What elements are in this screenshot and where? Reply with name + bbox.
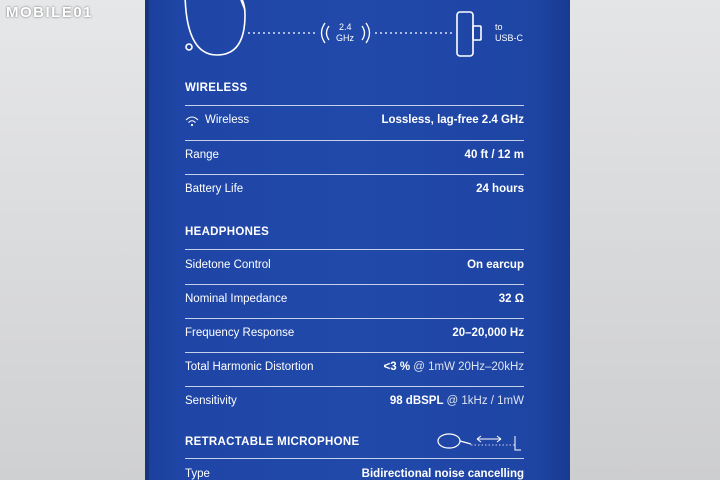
watermark-text: MOBILE01 — [6, 4, 94, 21]
spec-value: 32 Ω — [498, 293, 524, 305]
spec-value: Lossless, lag-free 2.4 GHz — [381, 114, 524, 126]
spec-row-thd — [185, 353, 524, 387]
spec-label: Nominal Impedance — [185, 293, 288, 305]
section-title-microphone: RETRACTABLE MICROPHONE — [185, 436, 360, 448]
spec-label: Wireless — [205, 114, 250, 126]
frequency-unit-label: GHz — [336, 33, 354, 43]
divider — [185, 458, 524, 459]
spec-label: Total Harmonic Distortion — [185, 361, 314, 373]
usb-dongle-icon — [457, 12, 481, 56]
spec-value: On earcup — [467, 259, 524, 271]
spec-value-main: 98 dBSPL — [389, 395, 444, 407]
spec-label: Range — [185, 149, 219, 161]
divider — [185, 249, 524, 250]
spec-row-frequency — [185, 319, 524, 353]
spec-value — [390, 395, 524, 407]
wifi-icon — [185, 115, 199, 127]
section-title-wireless: WIRELESS — [185, 82, 248, 94]
spec-row-sensitivity — [185, 387, 524, 421]
spec-value: Bidirectional noise cancelling — [361, 468, 524, 480]
spec-value: 24 hours — [476, 183, 524, 195]
spec-row-impedance — [185, 285, 524, 319]
signal-left-icon — [322, 23, 330, 43]
spec-value: 40 ft / 12 m — [464, 149, 524, 161]
spec-row-range — [185, 141, 524, 175]
spec-value — [384, 361, 524, 373]
spec-value-condition: @ 1kHz / 1mW — [446, 395, 524, 407]
background-left — [0, 0, 145, 480]
frequency-label: 2.4 — [339, 22, 352, 32]
box-edge — [145, 0, 149, 480]
signal-right-icon — [362, 23, 370, 43]
background-right — [570, 0, 720, 480]
spec-label: Type — [185, 468, 210, 480]
watermark — [6, 4, 93, 22]
spec-value-condition: @ 1mW 20Hz–20kHz — [413, 361, 524, 373]
spec-row-mic-type — [185, 460, 524, 480]
spec-value-main: <3 % — [383, 361, 411, 373]
retractable-mic-icon — [435, 430, 525, 452]
section-title-headphones: HEADPHONES — [185, 226, 270, 238]
spec-row-wireless — [185, 106, 524, 140]
spec-label: Battery Life — [185, 183, 244, 195]
headset-icon — [185, 0, 245, 55]
spec-label: Sensitivity — [185, 395, 237, 407]
spec-row-sidetone — [185, 251, 524, 285]
spec-label: Frequency Response — [185, 327, 295, 339]
spec-row-battery — [185, 175, 524, 209]
usb-c-label: USB-C — [495, 33, 524, 43]
to-label: to — [495, 22, 503, 32]
spec-value: 20–20,000 Hz — [452, 327, 524, 339]
product-box-panel — [145, 0, 570, 480]
spec-label: Sidetone Control — [185, 259, 271, 271]
